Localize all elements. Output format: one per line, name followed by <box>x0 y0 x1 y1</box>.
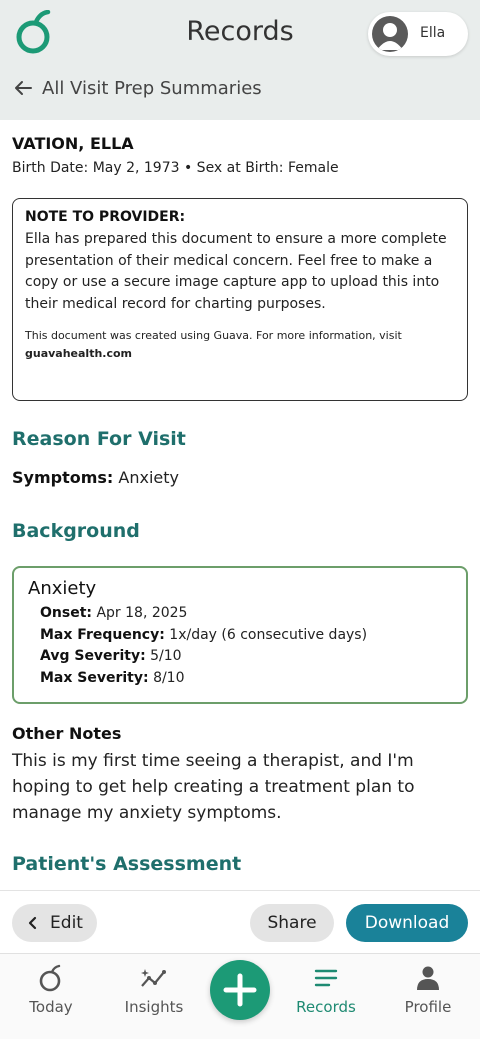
tab-records[interactable] <box>278 954 374 1039</box>
note-title: NOTE TO PROVIDER: <box>25 209 186 225</box>
summary-content[interactable] <box>0 120 480 890</box>
background-card <box>12 566 468 704</box>
symptoms-value: Anxiety <box>118 468 179 487</box>
profile-icon <box>413 964 443 992</box>
user-menu-button[interactable] <box>368 12 468 56</box>
download-button[interactable] <box>346 904 468 942</box>
tab-today[interactable] <box>3 954 99 1039</box>
guava-link[interactable]: guavahealth.com <box>25 347 133 360</box>
back-link[interactable] <box>12 74 262 102</box>
reason-heading: Reason For Visit <box>12 428 186 450</box>
guava-icon <box>36 964 66 992</box>
patient-meta: Birth Date: May 2, 1973 • Sex at Birth: Female <box>12 160 339 176</box>
frequency-label: Max Frequency: <box>40 626 165 643</box>
note-to-provider <box>12 198 468 401</box>
tab-profile-label: Profile <box>404 998 452 1016</box>
frequency-row <box>28 625 452 647</box>
tab-today-label: Today <box>29 998 73 1016</box>
symptoms-label: Symptoms: <box>12 468 114 487</box>
records-icon <box>311 964 341 992</box>
max-severity-row <box>28 668 452 690</box>
user-name: Ella <box>420 25 446 41</box>
page-title: Records <box>186 16 294 47</box>
note-body: Ella has prepared this document to ensure a more complete presentation of their medical concern. Feel free to make a copy or use a secure image capture app to upload this into their medical record for charting purposes. <box>25 231 447 312</box>
tab-profile[interactable] <box>380 954 476 1039</box>
other-notes-body: This is my first time seeing a therapist, and I'm hoping to get help creating a treatment plan to manage my anxiety symptoms. <box>12 751 415 823</box>
tab-records-label: Records <box>296 998 356 1016</box>
tab-insights-label: Insights <box>124 998 184 1016</box>
other-notes-title: Other Notes <box>12 724 122 743</box>
edit-button[interactable] <box>12 904 97 942</box>
onset-value: Apr 18, 2025 <box>96 605 188 621</box>
avg-severity-value: 5/10 <box>150 648 182 664</box>
max-severity-value: 8/10 <box>153 669 185 686</box>
patient-name: VATION, ELLA <box>12 134 134 153</box>
avatar-icon <box>372 16 408 52</box>
assessment-heading: Patient's Assessment <box>12 853 242 875</box>
note-footer <box>25 327 455 363</box>
frequency-value: 1x/day (6 consecutive days) <box>169 626 368 643</box>
onset-row <box>28 603 452 625</box>
tab-insights[interactable] <box>106 954 202 1039</box>
background-heading: Background <box>12 520 140 542</box>
insights-icon <box>139 964 169 992</box>
chevron-left-icon <box>26 916 40 930</box>
back-link-label: All Visit Prep Summaries <box>42 77 262 99</box>
onset-label: Onset: <box>40 605 92 621</box>
condition-title: Anxiety <box>28 578 97 599</box>
plus-icon <box>210 960 270 1020</box>
download-button-label: Download <box>364 913 450 933</box>
note-footer-text: This document was created using Guava. For more information, visit <box>25 329 402 342</box>
add-button[interactable] <box>210 960 270 1020</box>
symptoms-row <box>12 468 179 487</box>
share-button[interactable] <box>250 904 334 942</box>
action-bar <box>0 890 480 952</box>
app-header <box>0 0 480 120</box>
arrow-left-icon <box>12 77 34 99</box>
avg-severity-row <box>28 646 452 668</box>
avg-severity-label: Avg Severity: <box>40 648 146 664</box>
share-button-label: Share <box>267 913 317 933</box>
max-severity-label: Max Severity: <box>40 669 149 686</box>
bottom-tab-bar <box>0 953 480 1039</box>
edit-button-label: Edit <box>50 913 83 933</box>
